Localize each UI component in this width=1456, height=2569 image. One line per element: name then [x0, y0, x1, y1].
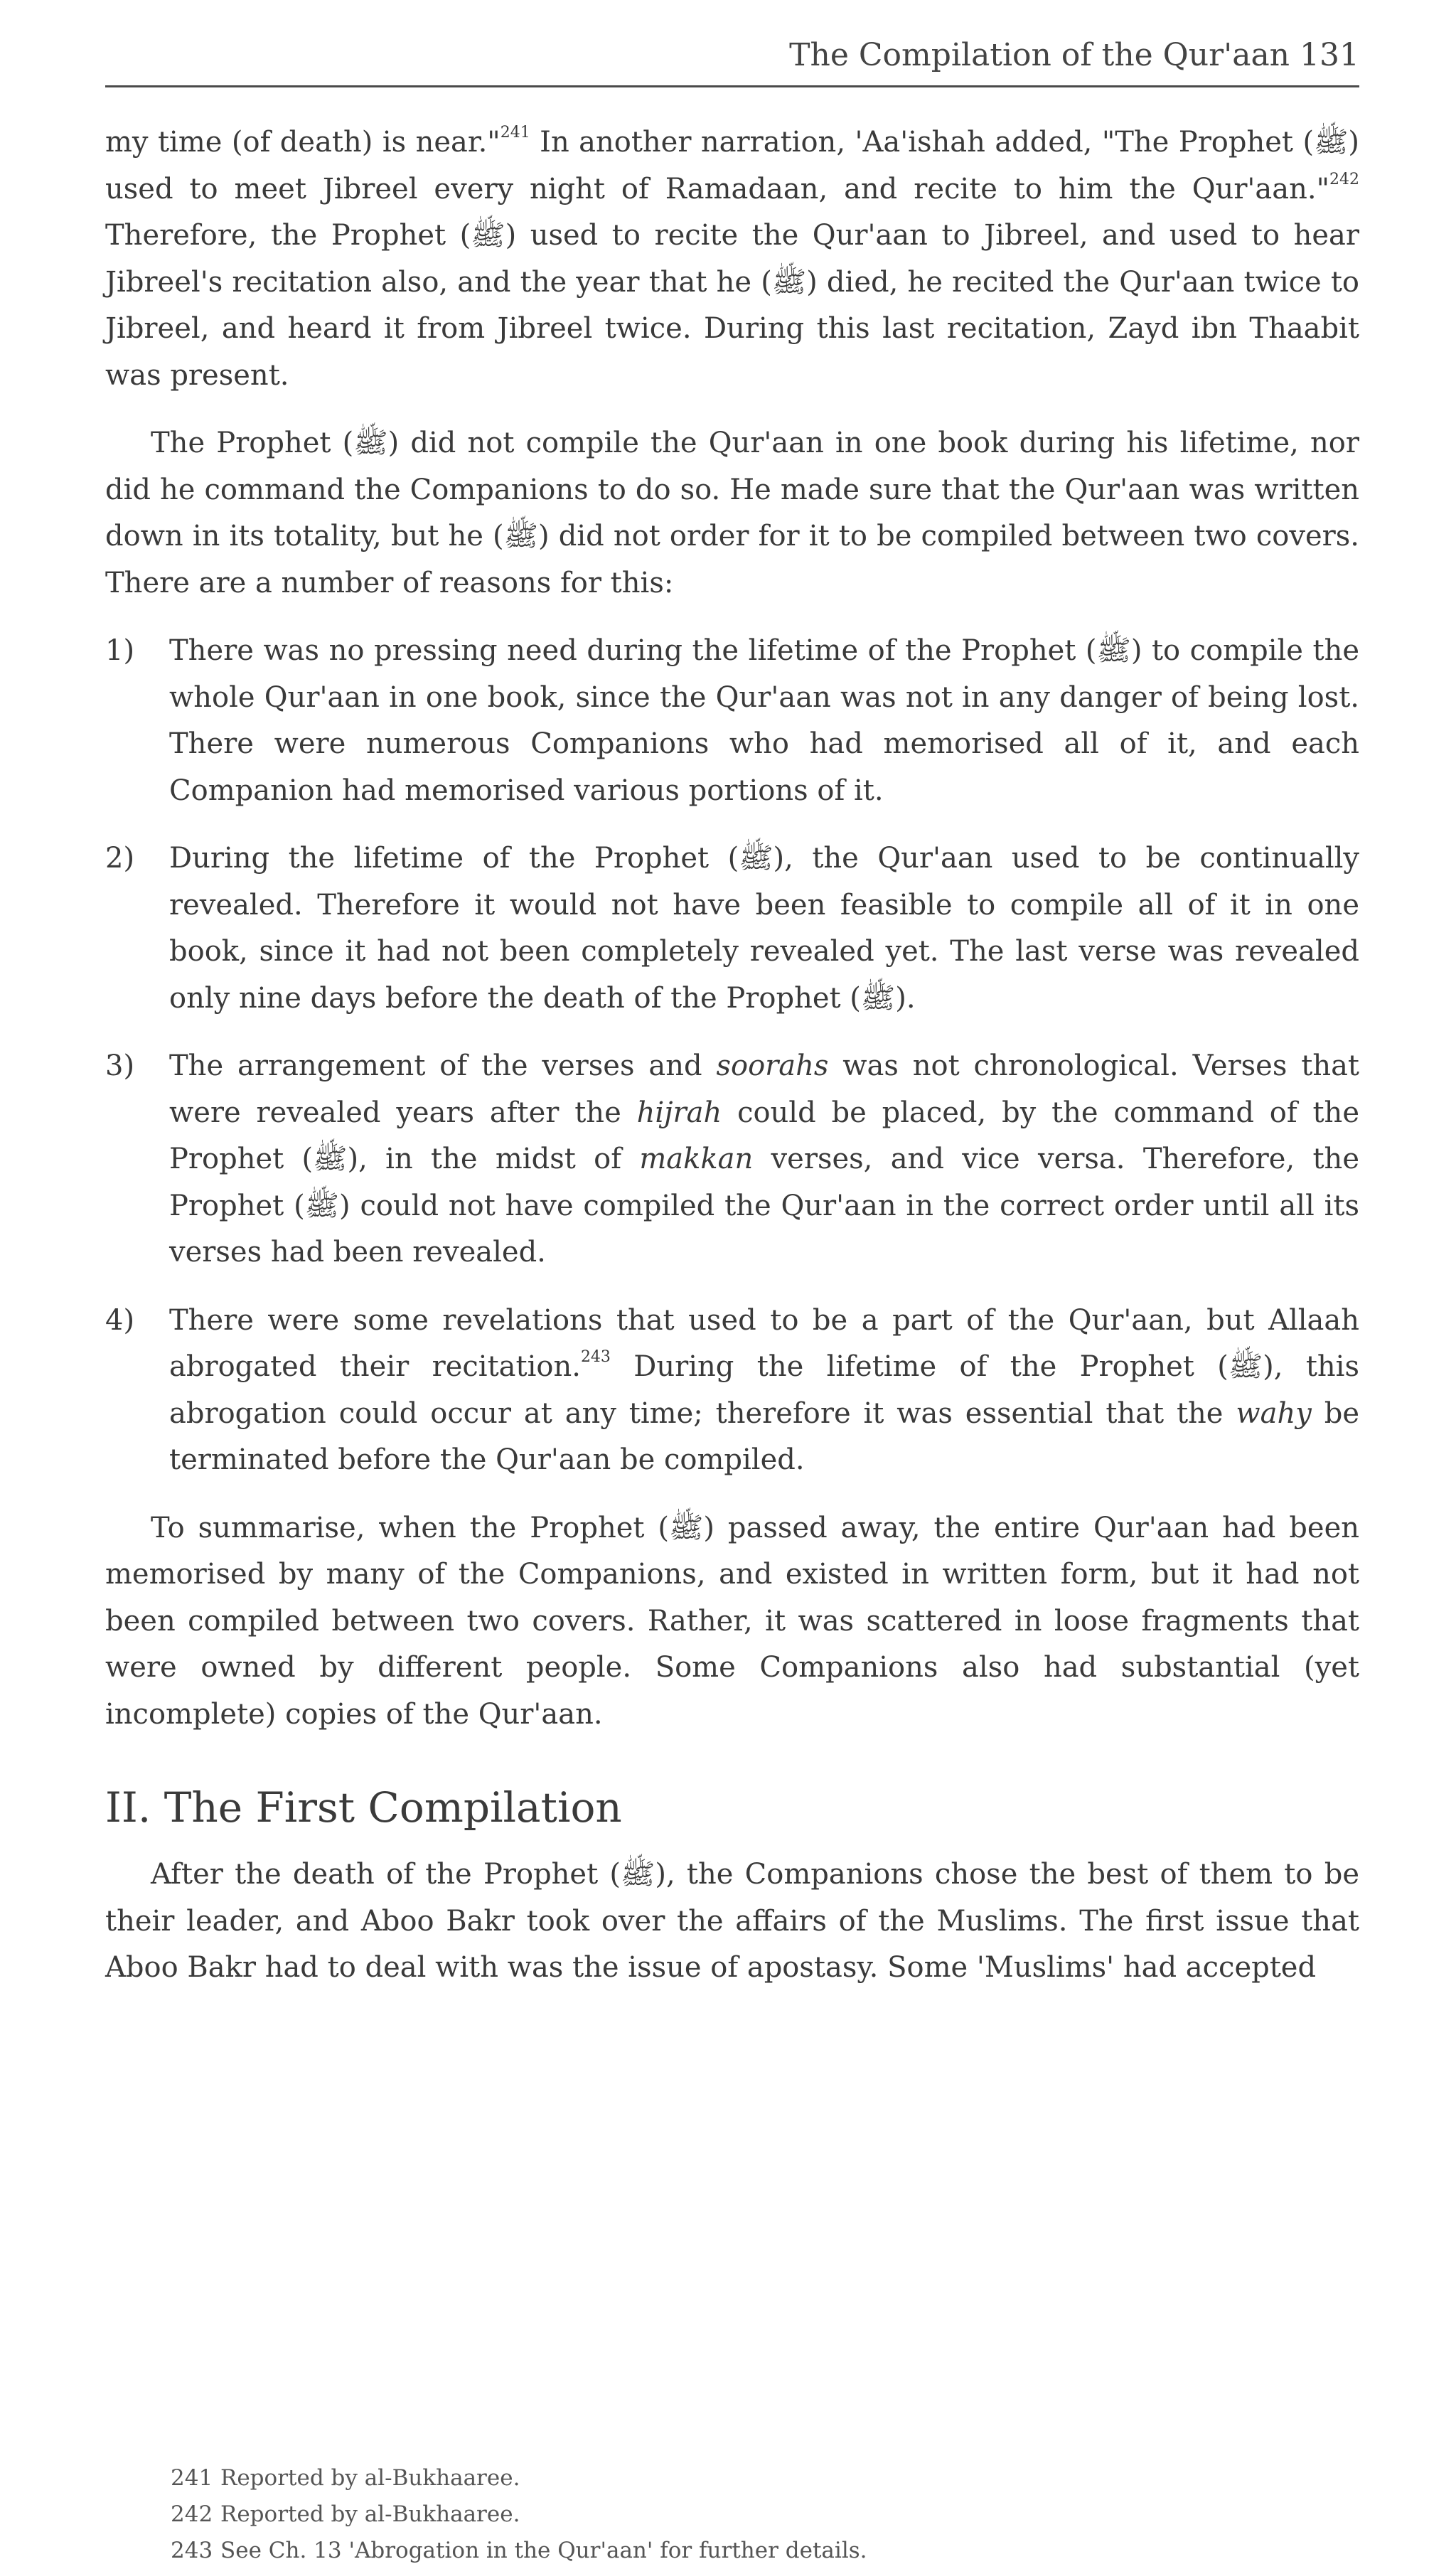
list-item — [105, 1298, 1359, 1484]
footnote — [171, 2496, 1358, 2533]
section-number: II. — [105, 1783, 151, 1832]
list-text: There was no pressing need during the lifetime of the Prophet (ﷺ) to compile the whole Qur'aan in one book, since the Qur'aan was not in any danger of being lost. There were numerous Companions who had memorised all of it, and each Companion had memorised various portions of it. — [169, 634, 1359, 807]
list-text-part: was not chronological. Verses that were revealed years after the — [169, 1050, 1359, 1129]
list-item — [105, 835, 1359, 1022]
header-rule — [105, 85, 1359, 87]
footnotes — [171, 2460, 1358, 2569]
footnote-text: See Ch. 13 'Abrogation in the Qur'aan' for further details. — [220, 2538, 867, 2563]
list-text-part: verses, and vice versa. Therefore, the Prophet (ﷺ) could not have compiled the Qur'aan in the correct order until all its verses had been revealed. — [169, 1143, 1359, 1269]
list-text-part: could be placed, by the command of the Prophet (ﷺ), in the midst of — [169, 1096, 1359, 1175]
list-text — [169, 1298, 1359, 1484]
list-text-part: be terminated before the Qur'aan be compiled. — [169, 1396, 1359, 1476]
section-title: The First Compilation — [164, 1783, 622, 1832]
list-text-part: The arrangement of the verses and — [169, 1050, 717, 1082]
list-number: 2) — [105, 842, 135, 875]
footnote-number: 241 — [171, 2465, 213, 2491]
list-text — [169, 1043, 1359, 1276]
paragraph-text: my time (of death) is near." — [105, 126, 500, 159]
paragraph-continuation — [105, 119, 1359, 399]
footnote — [171, 2533, 1358, 2569]
section-heading — [105, 1779, 1359, 1836]
running-header: The Compilation of the Qur'aan 131 — [789, 37, 1359, 73]
footnote-number: 243 — [171, 2538, 213, 2563]
list-text-part: There were some revelations that used to be a part of the Qur'aan, but Allaah abrogated their recitation. — [169, 1303, 1359, 1383]
paragraph-text: In another narration, 'Aa'ishah added, "The Prophet (ﷺ) used to meet Jibreel every night of Ramadaan, and recite to him the Qur'aan." — [105, 126, 1359, 205]
footnote-ref-243: 243 — [580, 1348, 611, 1366]
footnote-ref-241: 241 — [500, 124, 530, 141]
footnote-text: Reported by al-Bukhaaree. — [220, 2501, 520, 2527]
paragraph-reasons-intro: The Prophet (ﷺ) did not compile the Qur'aan in one book during his lifetime, nor did he command the Companions to do so. He made sure that the Qur'aan was written down in its totality, but he (ﷺ) did not order for it to be compiled between two covers. There are a number of reasons for this: — [105, 427, 1360, 599]
italic-term: wahy — [1236, 1396, 1312, 1430]
footnote-text: Reported by al-Bukhaaree. — [220, 2465, 520, 2491]
list-text-part: During the lifetime of the Prophet (ﷺ), this abrogation could occur at any time; therefore it was essential that the — [169, 1350, 1359, 1430]
list-number: 1) — [105, 634, 135, 667]
paragraph-section-text: After the death of the Prophet (ﷺ), the Companions chose the best of them to be their leader, and Aboo Bakr took over the affairs of the Muslims. The first issue that Aboo Bakr had to deal with was the issue of apostasy. Some 'Muslims' had accepted — [105, 1858, 1359, 1984]
list-item — [105, 1043, 1359, 1276]
list-number: 4) — [105, 1303, 135, 1337]
paragraph-text: Therefore, the Prophet (ﷺ) used to recite the Qur'aan to Jibreel, and used to hear Jibreel's recitation also, and the year that he (ﷺ) died, he recited the Qur'aan twice to Jibreel, and heard it from Jibreel twice. During this last recitation, Zayd ibn Thaabit was present. — [105, 219, 1360, 392]
footnote-number: 242 — [171, 2501, 213, 2527]
paragraph-summary: To summarise, when the Prophet (ﷺ) passed away, the entire Qur'aan had been memorised by many of the Companions, and existed in written form, but it had not been compiled between two covers. Rather, it was scattered in loose fragments that were owned by different people. Some Companions also had substantial (yet incomplete) copies of the Qur'aan. — [105, 1511, 1360, 1731]
page-body — [105, 119, 1359, 2013]
italic-term: soorahs — [716, 1050, 829, 1082]
list-item — [105, 628, 1359, 814]
footnote-ref-242: 242 — [1329, 170, 1359, 188]
list-number: 3) — [105, 1050, 135, 1082]
italic-term: makkan — [639, 1143, 754, 1175]
footnote — [171, 2460, 1358, 2496]
italic-term: hijrah — [636, 1096, 722, 1129]
list-text: During the lifetime of the Prophet (ﷺ), the Qur'aan used to be continually revealed. Therefore it would not have been feasible to compile all of it in one book, since it had not been completely revealed yet. The last verse was revealed only nine days before the death of the Prophet (ﷺ). — [169, 842, 1360, 1015]
